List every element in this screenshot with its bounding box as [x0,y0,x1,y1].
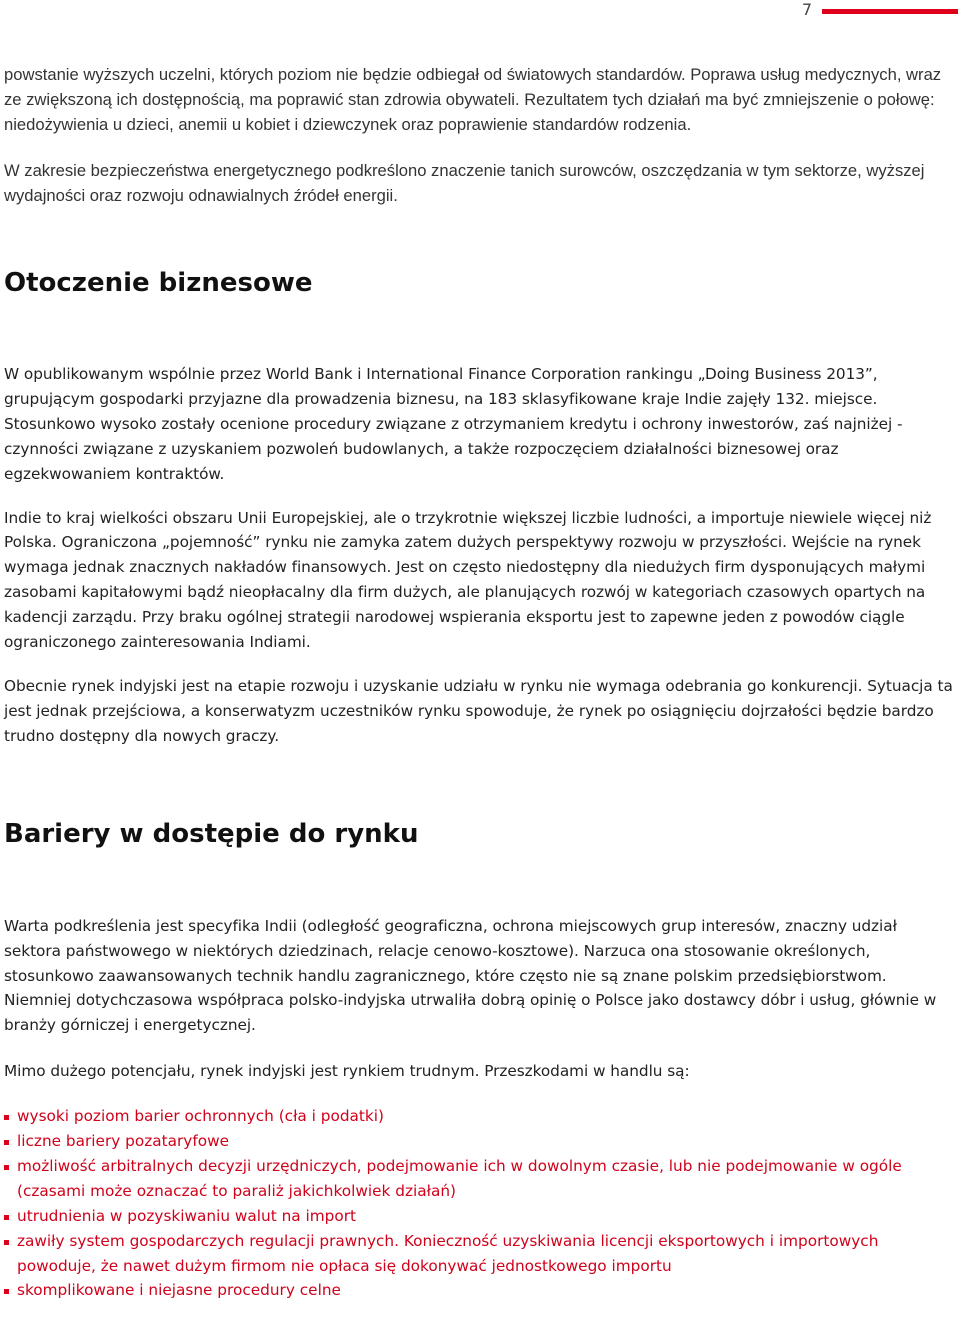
section1-paragraph-3: Obecnie rynek indyjski jest na etapie rozwoju i uzyskanie udziału w rynku nie wymaga odebrania go konkurencji. Sytuacja ta jest jednak przejściowa, a konserwatyzm uczestników rynku spowoduje, że rynek po osiągnięciu dojrzałości będzie bardzo trudno dostępny dla nowych graczy. [4,676,953,745]
section1-paragraph-1: W opublikowanym wspólnie przez World Bank i International Finance Corporation rankingu „Doing Business 2013”, grupującym gospodarki przyjazne dla prowadzenia biznesu, na 183 sklasyfikowane kraje Indie zajęły 132. miejsce. Stosunkowo wysoko zostały ocenione procedury związane z otrzymaniem kredytu i ochrony inwestorów, zaś najniżej - czynności związane z uzyskaniem pozwoleń budowlanych, a także rozpoczęciem działalności biznesowej oraz egzekwowaniem kontraktów. [4,365,903,483]
bullet-square-icon [4,1215,9,1220]
barriers-list [4,1104,958,1303]
list-item-text: liczne bariery pozataryfowe [17,1132,229,1151]
list-item [4,1278,958,1303]
bullet-square-icon [4,1240,9,1245]
list-item-text: możliwość arbitralnych decyzji urzędniczych, podejmowanie ich w dowolnym czasie, lub nie podejmowanie w ogóle (czasami może oznaczać to paraliż jakichkolwiek działań) [17,1156,902,1200]
bullet-square-icon [4,1289,9,1294]
bullet-square-icon [4,1140,9,1145]
header-red-bar [822,9,958,14]
section1-paragraph-2: Indie to kraj wielkości obszaru Unii Europejskiej, ale o trzykrotnie większej liczbie ludności, a importuje niewiele więcej niż Polska. Ograniczona „pojemność” rynku nie zamyka zatem dużych perspektywy rozwoju w przyszłości. Wejście na rynek wymaga jednak znacznych nakładów finansowych. Jest on często niedostępny dla niedużych firm dysponujących małymi zasobami kapitałowymi bądź nieopłacalny dla firm dużych, ale planujących rozwój w kategoriach czasowych opartych na kadencji zarządu. Przy braku ogólnej strategii narodowej wspierania eksportu jest to zapewne jeden z powodów ciągle ograniczonego zainteresowania Indiami. [4,508,932,652]
list-item [4,1154,958,1204]
page-content [4,62,958,1303]
section-heading-otoczenie-biznesowe: Otoczenie biznesowe [4,268,313,298]
section2-paragraph-2: Mimo dużego potencjału, rynek indyjski jest rynkiem trudnym. Przeszkodami w handlu są: [4,1062,690,1081]
list-item [4,1204,958,1229]
bullet-square-icon [4,1115,9,1120]
list-item-text: zawiły system gospodarczych regulacji prawnych. Konieczność uzyskiwania licencji eksportowych i importowych powoduje, że nawet dużym firmom nie opłaca się dokonywać jednostkowego importu [17,1231,879,1275]
list-item-text: skomplikowane i niejasne procedury celne [17,1281,341,1300]
section2-paragraph-1: Warta podkreślenia jest specyfika Indii (odległość geograficzna, ochrona miejscowych grup interesów, znaczny udział sektora państwowego w niektórych dziedzinach, relacje cenowo-kosztowe). Narzuca ona stosowanie określonych, stosunkowo zaawansowanych technik handlu zagranicznego, które często nie są znane polskim przedsiębiorstwom. Niemniej dotychczasowa współpraca polsko-indyjska utrwaliła dobrą opinię o Polsce jako dostawcy dóbr i usług, głównie w branży górniczej i energetycznej. [4,916,937,1035]
list-item [4,1104,958,1129]
intro-paragraph-1: powstanie wyższych uczelni, których poziom nie będzie odbiegał od światowych standardów. Poprawa usług medycznych, wraz ze zwiększoną ich dostępnością, ma poprawić stan zdrowia obywateli. Rezultatem tych działań ma być zmniejszenie o połowę: niedożywienia u dzieci, anemii u kobiet i dziewczynek oraz poprawienie standardów rodzenia. [4,65,942,134]
list-item-text: utrudnienia w pozyskiwaniu walut na import [17,1206,357,1225]
page-number: 7 [801,0,812,19]
list-item [4,1229,958,1279]
bullet-square-icon [4,1165,9,1170]
section-heading-bariery: Bariery w dostępie do rynku [4,818,419,849]
list-item [4,1129,958,1154]
intro-paragraph-2: W zakresie bezpieczeństwa energetycznego podkreślono znaczenie tanich surowców, oszczędzania w tym sektorze, wyższej wydajności oraz rozwoju odnawialnych źródeł energii. [4,161,925,205]
list-item-text: wysoki poziom barier ochronnych (cła i podatki) [17,1107,385,1126]
